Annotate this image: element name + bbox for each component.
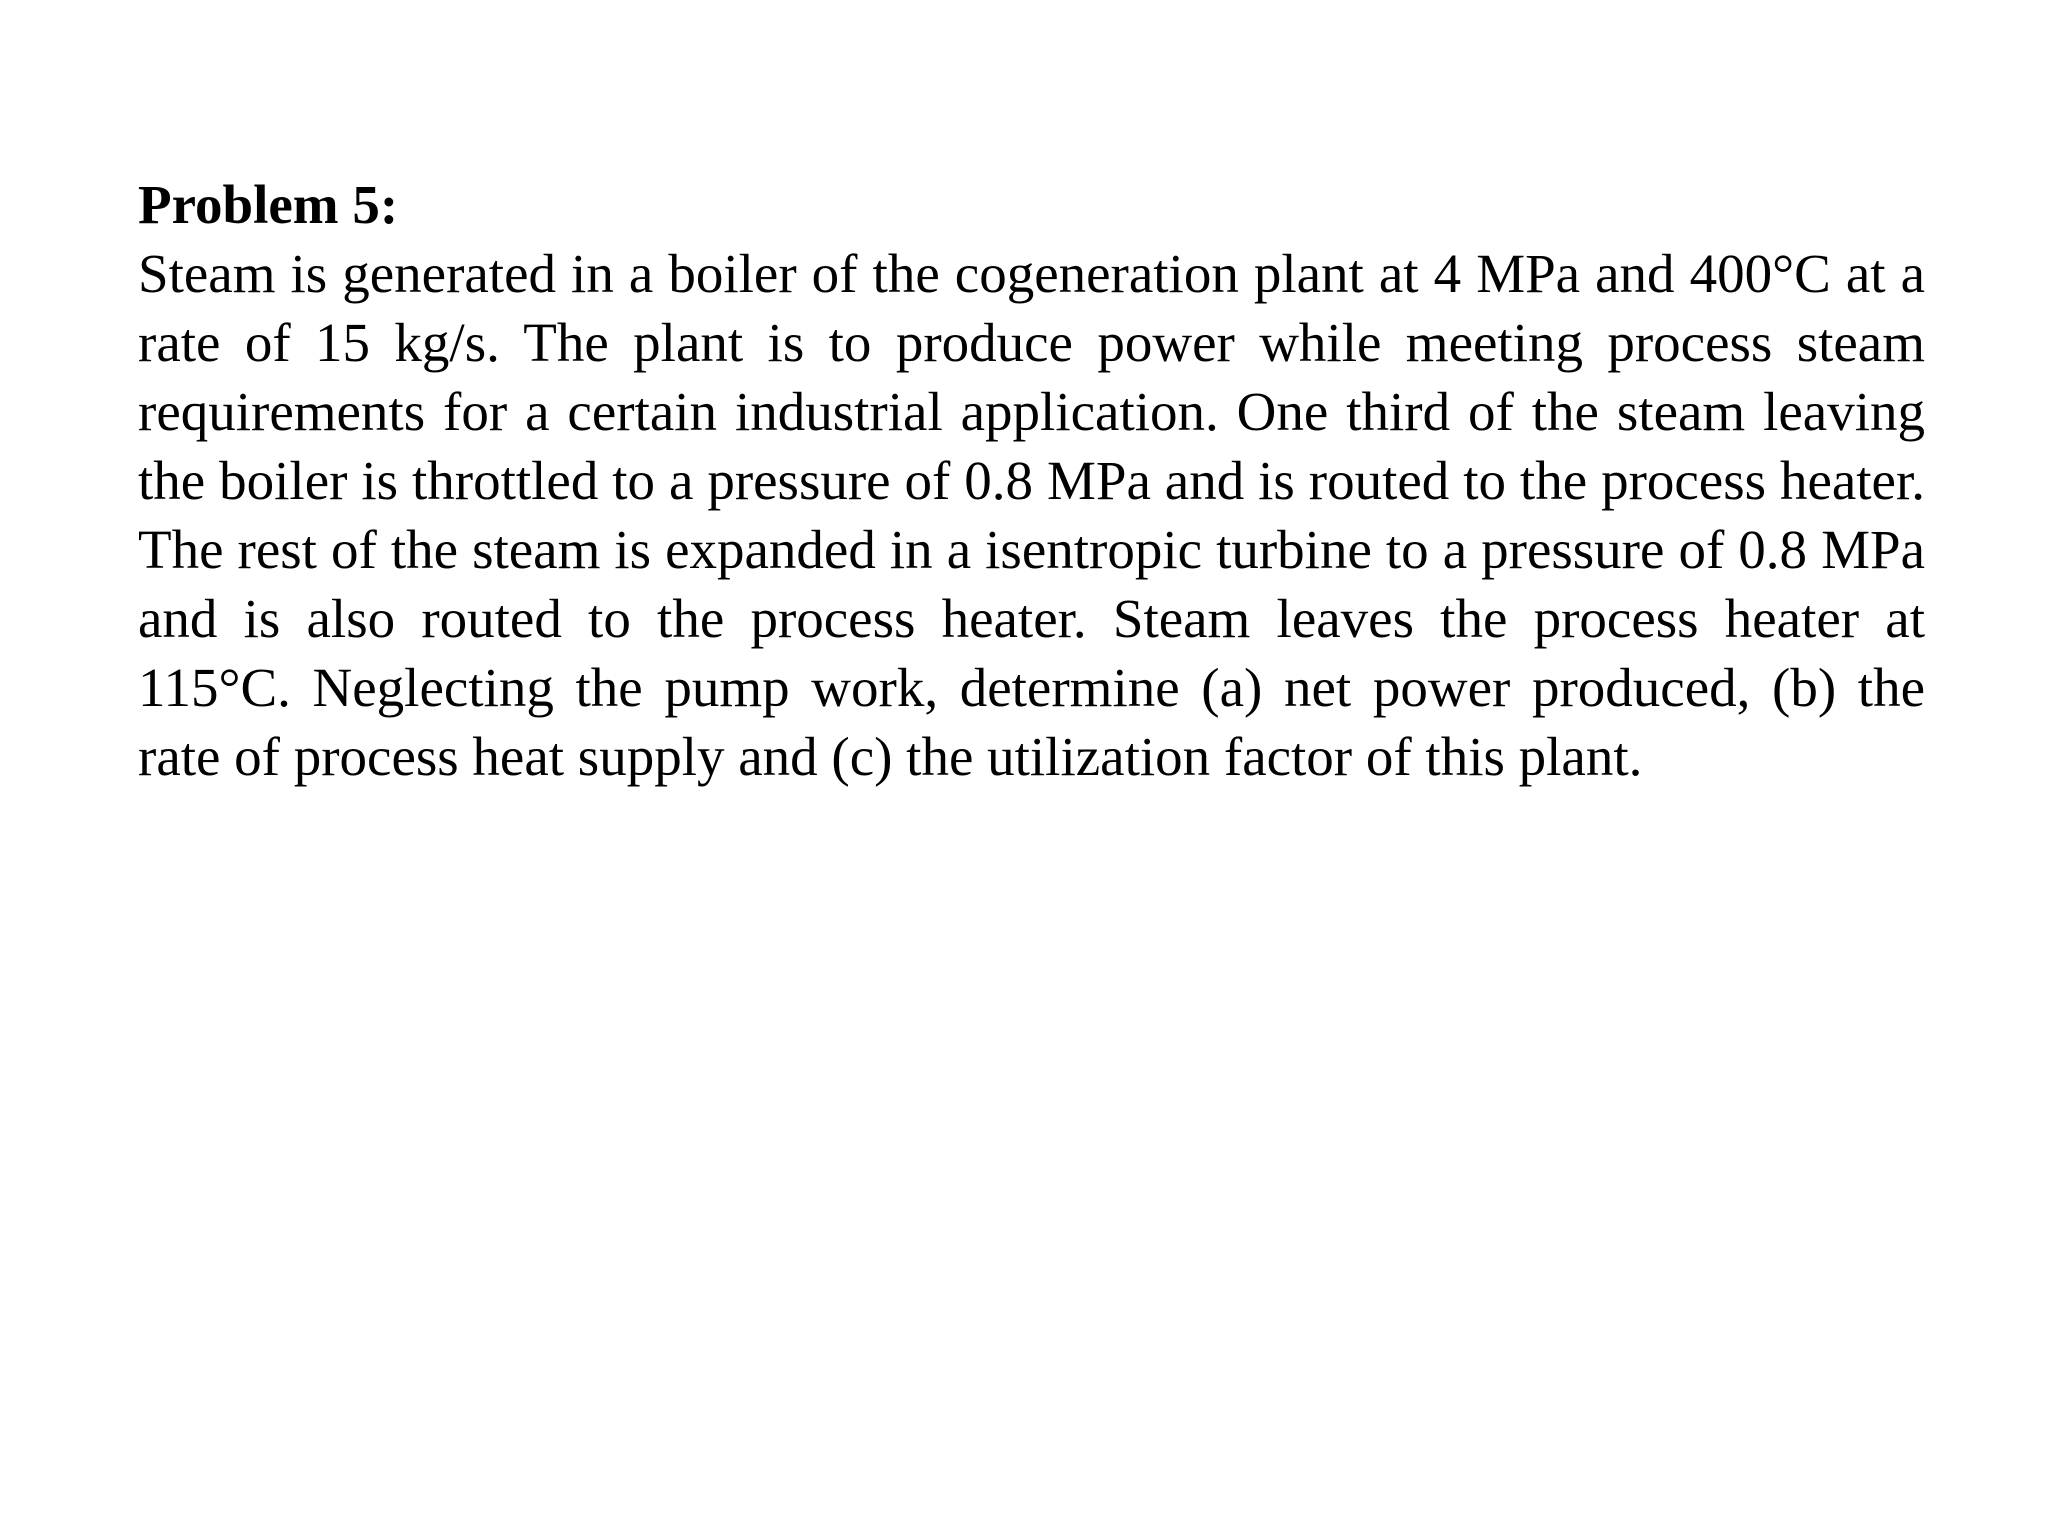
problem-body-text: Steam is generated in a boiler of the cogeneration plant at 4 MPa and 400°C at a rate of 15 kg/s. The plant is to produce power while meeting process steam requirements for a certain industrial application. One third of the steam leaving the boiler is throttled to a pressure of 0.8 MPa and is routed to the process heater. The rest of the steam is expanded in a isentropic turbine to a pressure of 0.8 MPa and is also routed to the process heater. Steam leaves the process heater at 115°C. Neglecting the pump work, determine (a) net power produced, (b) the rate of process heat supply and (c) the utilization factor of this plant. [138, 243, 1925, 787]
problem-statement [138, 170, 1925, 791]
problem-title: Problem 5: [138, 174, 399, 235]
